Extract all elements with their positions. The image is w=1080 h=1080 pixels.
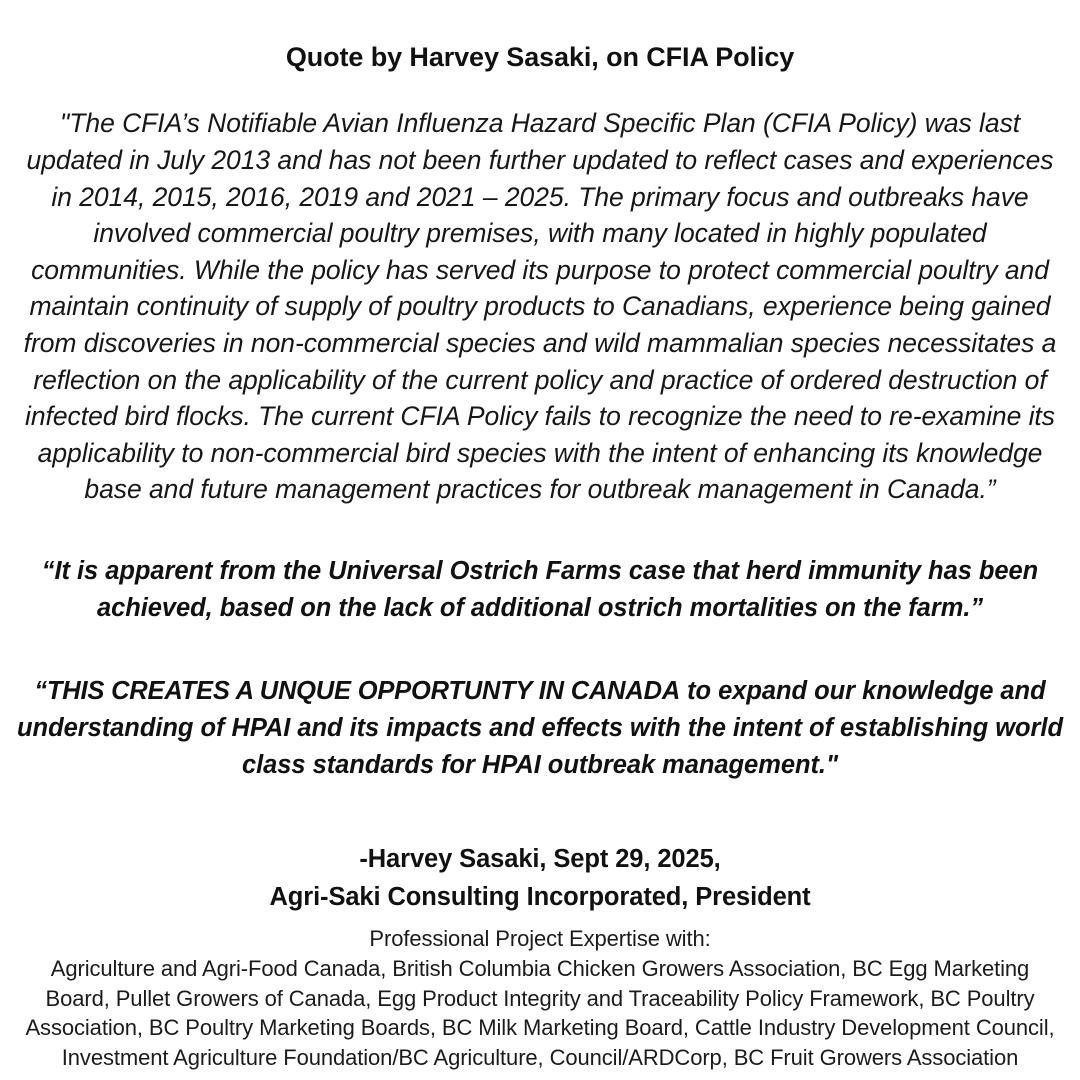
credentials-list: Agriculture and Agri-Food Canada, British Columbia Chicken Growers Association, BC Egg Marketing Board, Pullet Growers of Canada, Egg Product Integrity and Traceability Policy Framework, BC Poultry Association, BC Poultry Marketing Boards, BC Milk Marketing Board, Cattle Industry Development Council, Investment Agriculture Foundation/BC Agriculture, Council/ARDCorp, BC Fruit Growers Association: [25, 956, 1055, 1070]
main-quote-paragraph: "The CFIA’s Notifiable Avian Influenza Hazard Specific Plan (CFIA Policy) was last updated in July 2013 and has not been further updated to reflect cases and experiences in 2014, 2015, 2016, 2019 and 2021 – 2025. The primary focus and outbreaks have involved commercial poultry premises, with many located in highly populated communities. While the policy has served its purpose to protect commercial poultry and maintain continuity of supply of poultry products to Canadians, experience being gained from discoveries in non-commercial species and wild mammalian species necessitates a reflection on the applicability of the current policy and practice of ordered destruction of infected bird flocks. The current CFIA Policy fails to recognize the need to re-examine its applicability to non-commercial bird species with the intent of enhancing its knowledge base and future management practices for outbreak management in Canada.”: [23, 108, 1057, 505]
signature-block: [0, 784, 1080, 916]
credentials-block: [0, 916, 1080, 1073]
signature-attribution: -Harvey Sasaki, Sept 29, 2025,: [359, 844, 721, 873]
opportunity-quote-lead: “THIS CREATES A UNQUE OPPORTUNTY IN CANADA: [34, 676, 681, 705]
opportunity-quote: [0, 627, 1080, 784]
signature-organization: Agri-Saki Consulting Incorporated, President: [269, 882, 811, 911]
herd-immunity-quote: “It is apparent from the Universal Ostrich Farms case that herd immunity has been achieved, based on the lack of additional ostrich mortalities on the farm.”: [41, 556, 1039, 622]
opportunity-quote-rest: to expand our knowledge and understanding of HPAI and its impacts and effects with the intent of establishing world class standards for HPAI outbreak management.": [17, 676, 1063, 779]
credentials-heading: Professional Project Expertise with:: [369, 925, 711, 951]
page-title: Quote by Harvey Sasaki, on CFIA Policy: [285, 42, 795, 72]
